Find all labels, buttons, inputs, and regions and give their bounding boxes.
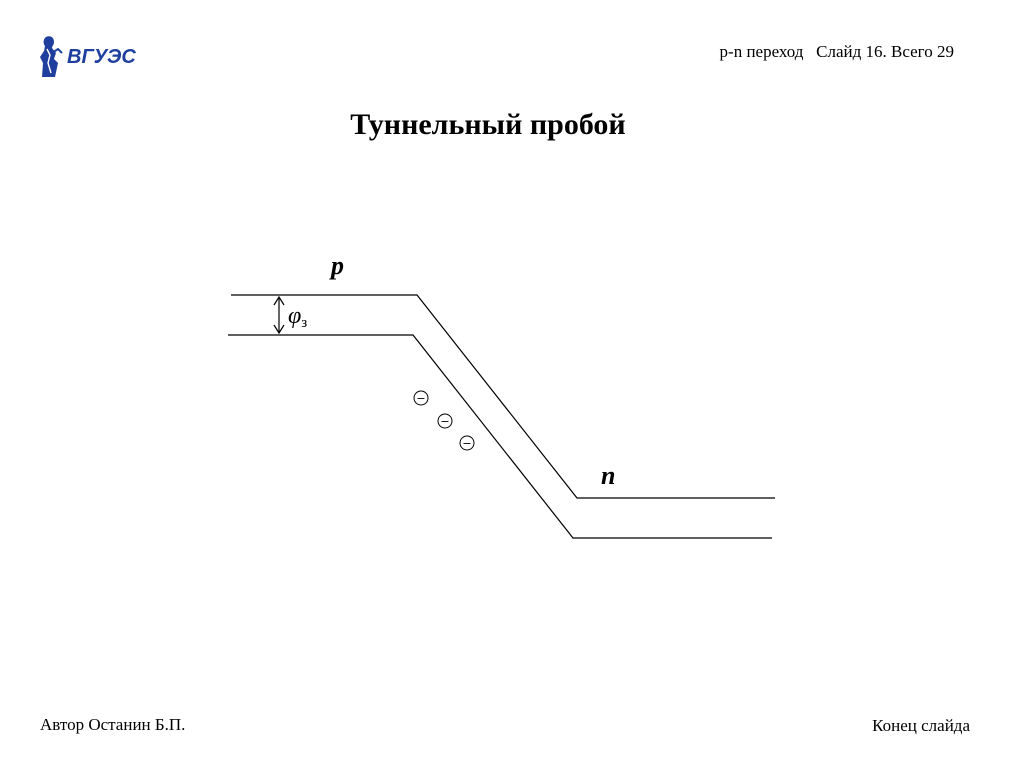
end-slide-link[interactable]: Конец слайда	[872, 716, 970, 735]
electron	[460, 436, 474, 450]
lower-band-edge	[228, 335, 772, 538]
gap-arrow	[274, 297, 284, 333]
slide-counter: p-n переход Слайд 16. Всего 29	[719, 42, 954, 61]
n-region-label: n	[601, 461, 616, 490]
logo-text: ВГУЭС	[67, 46, 136, 68]
author-label: Автор Останин Б.П.	[40, 715, 186, 734]
p-region-label: p	[331, 251, 344, 280]
electron	[438, 414, 452, 428]
electron	[414, 391, 428, 405]
slide-title: Туннельный пробой	[350, 108, 626, 141]
gap-label	[288, 303, 307, 331]
electron-sign: −	[462, 437, 472, 450]
electron-sign: −	[440, 415, 450, 428]
electron-sign: −	[416, 392, 426, 405]
upper-band-edge	[231, 295, 775, 498]
gap-symbol: φ	[288, 303, 302, 329]
gap-subscript: з	[301, 315, 308, 331]
